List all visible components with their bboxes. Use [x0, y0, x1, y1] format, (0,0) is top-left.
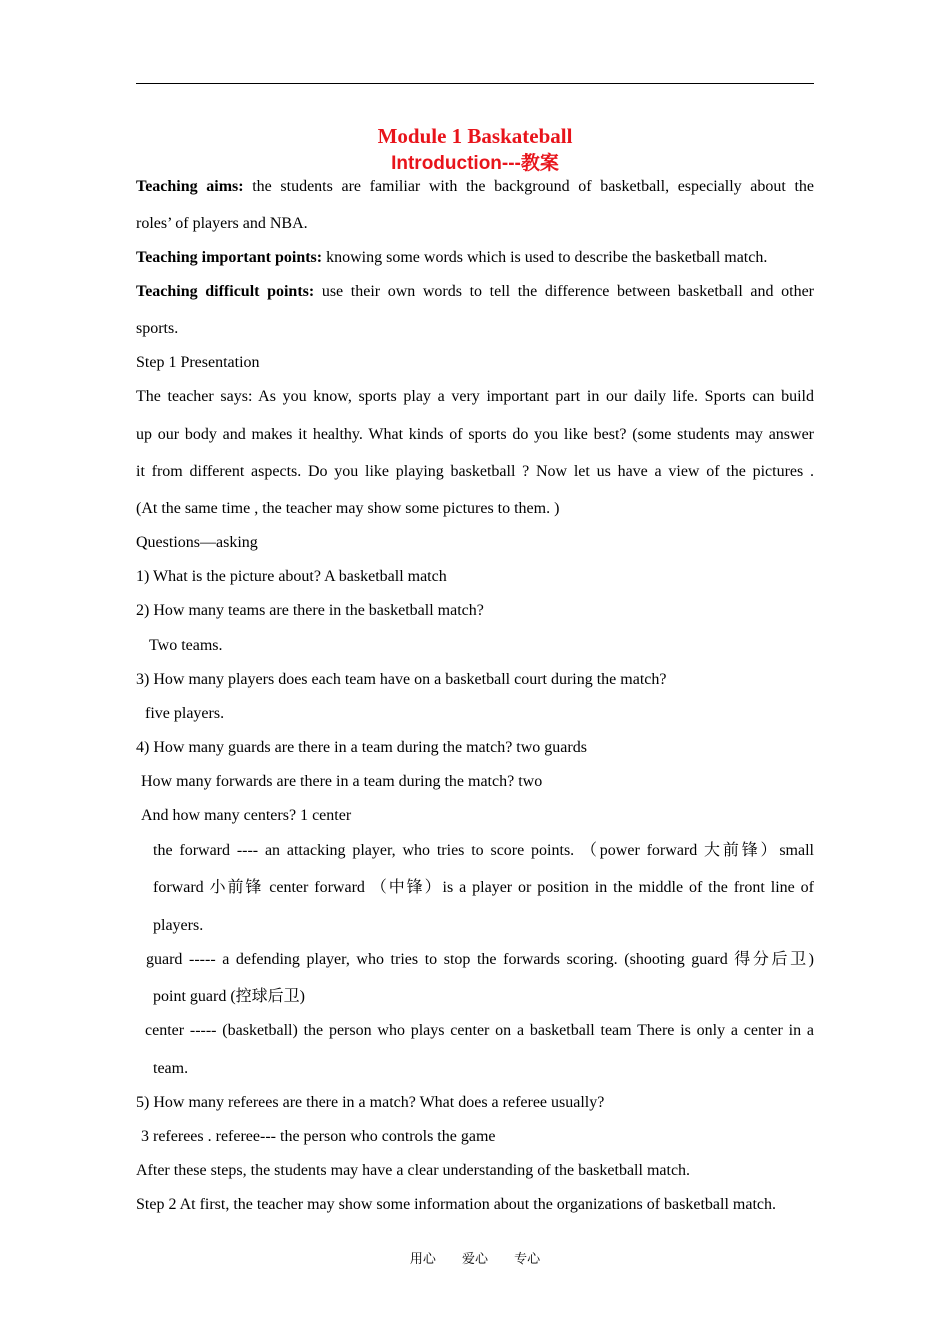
- question-4c: And how many centers? 1 center: [141, 807, 352, 824]
- center-definition-line-2: team.: [153, 1060, 189, 1077]
- title-line-2: Introduction---教案: [391, 153, 559, 174]
- step1-heading: Step 1 Presentation: [136, 354, 260, 371]
- center-definition-line-1: center ----- (basketball) the person who plays center on a basketball team There is only a center in a: [145, 1022, 814, 1039]
- question-3: 3) How many players does each team have on a basketball court during the match?: [136, 671, 667, 688]
- important-points-text: knowing some words which is used to describe the basketball match.: [322, 249, 768, 266]
- question-5: 5) How many referees are there in a match? What does a referee usually?: [136, 1094, 605, 1111]
- important-points-line: [136, 248, 814, 268]
- difficult-points-line-2: sports.: [136, 320, 179, 337]
- footer-word-3: 专心: [514, 1252, 541, 1267]
- teacher-says-line-2: up our body and makes it healthy. What kinds of sports do you like best? (some students may answer: [136, 426, 814, 443]
- forward-definition-line-2: forward 小前锋 center forward （中锋）is a player or position in the middle of the front line of: [153, 879, 814, 896]
- teacher-says-line-3: it from different aspects. Do you like playing basketball ? Now let us have a view of the pictures .: [136, 463, 814, 480]
- answer-2: Two teams.: [149, 637, 223, 654]
- questions-heading: Questions—asking: [136, 534, 258, 551]
- teacher-says-line-1: The teacher says: As you know, sports play a very important part in our daily life. Sports can build: [136, 388, 814, 405]
- question-4b: How many forwards are there in a team during the match? two: [141, 773, 543, 790]
- question-4: 4) How many guards are there in a team during the match? two guards: [136, 739, 587, 756]
- important-points-label: Teaching important points:: [136, 249, 323, 266]
- teaching-aims-line-2: roles’ of players and NBA.: [136, 215, 308, 232]
- page-footer: [0, 1248, 950, 1267]
- difficult-points-label: Teaching difficult points:: [136, 283, 315, 300]
- question-2: 2) How many teams are there in the basketball match?: [136, 602, 484, 619]
- teacher-says-line-4: (At the same time , the teacher may show some pictures to them. ): [136, 500, 560, 517]
- guard-definition-line-1: guard ----- a defending player, who tries to stop the forwards scoring. (shooting guard 得分后卫): [146, 951, 814, 968]
- answer-5: 3 referees . referee--- the person who controls the game: [141, 1128, 496, 1145]
- answer-3: five players.: [145, 705, 225, 722]
- header-rule: [136, 83, 814, 84]
- step2-line: Step 2 At first, the teacher may show some information about the organizations of basketball match.: [136, 1196, 776, 1213]
- question-1: 1) What is the picture about? A basketball match: [136, 568, 447, 585]
- after-steps-line: After these steps, the students may have a clear understanding of the basketball match.: [136, 1162, 691, 1179]
- teaching-aims-text: the students are familiar with the background of basketball, especially about the: [243, 178, 814, 195]
- title-line-1: Module 1 Baskateball: [377, 124, 573, 148]
- footer-word-2: 爱心: [461, 1252, 488, 1267]
- guard-definition-line-2: point guard (控球后卫): [153, 988, 305, 1005]
- teaching-aims-line-1: [136, 177, 814, 197]
- difficult-points-line-1: [136, 282, 814, 302]
- teaching-aims-label: Teaching aims:: [136, 178, 244, 195]
- forward-definition-line-1: the forward ---- an attacking player, who tries to score points. （power forward 大前锋）small: [153, 842, 814, 859]
- forward-definition-line-3: players.: [153, 917, 204, 934]
- difficult-points-text: use their own words to tell the difference between basketball and other: [314, 283, 814, 300]
- footer-word-1: 用心: [409, 1252, 436, 1267]
